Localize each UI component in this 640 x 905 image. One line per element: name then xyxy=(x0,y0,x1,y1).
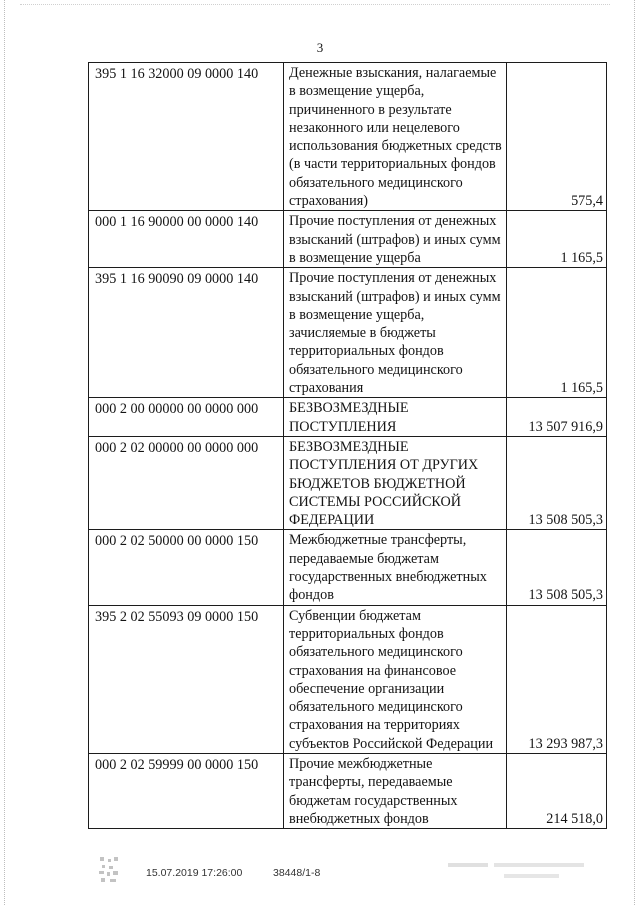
table-body xyxy=(89,63,607,829)
code-cell: 000 2 02 50000 00 0000 150 xyxy=(89,530,284,605)
code-cell: 395 1 16 32000 09 0000 140 xyxy=(89,63,284,211)
code-cell: 000 2 00 00000 00 0000 000 xyxy=(89,398,284,437)
amount-cell: 13 293 987,3 xyxy=(507,605,607,753)
name-cell: БЕЗВОЗМЕЗДНЫЕ ПОСТУПЛЕНИЯ xyxy=(284,398,507,437)
code-cell: 000 2 02 00000 00 0000 000 xyxy=(89,436,284,529)
amount-cell: 575,4 xyxy=(507,63,607,211)
amount-cell: 13 507 916,9 xyxy=(507,398,607,437)
table-row xyxy=(89,436,607,529)
name-cell: БЕЗВОЗМЕЗДНЫЕ ПОСТУПЛЕНИЯ ОТ ДРУГИХ БЮДЖЕТОВ БЮДЖЕТНОЙ СИСТЕМЫ РОССИЙСКОЙ ФЕДЕРАЦИИ xyxy=(284,436,507,529)
name-cell: Межбюджетные трансферты, передаваемые бюджетам государственных внебюджетных фондов xyxy=(284,530,507,605)
faded-stamp-mark xyxy=(444,860,594,884)
name-cell: Прочие поступления от денежных взысканий (штрафов) и иных сумм в возмещение ущерба, зачисляемые в бюджеты территориальных фондов обязательного медицинского страхования xyxy=(284,268,507,398)
table-row xyxy=(89,753,607,828)
scan-left-edge xyxy=(4,0,6,905)
name-cell: Денежные взыскания, налагаемые в возмещение ущерба, причиненного в результате незаконного или нецелевого использования бюджетных средств (в части территориальных фондов обязательного медицинского страхования) xyxy=(284,63,507,211)
scan-top-edge xyxy=(20,4,610,6)
table-row xyxy=(89,398,607,437)
qr-code-icon xyxy=(98,856,120,884)
amount-cell: 1 165,5 xyxy=(507,211,607,268)
name-cell: Прочие межбюджетные трансферты, передаваемые бюджетам государственных внебюджетных фондов xyxy=(284,753,507,828)
code-cell: 395 2 02 55093 09 0000 150 xyxy=(89,605,284,753)
table-row xyxy=(89,268,607,398)
code-cell: 000 2 02 59999 00 0000 150 xyxy=(89,753,284,828)
footer-document-number: 38448/1-8 xyxy=(273,867,321,879)
scan-right-edge xyxy=(634,0,636,905)
amount-cell: 13 508 505,3 xyxy=(507,530,607,605)
footer-timestamp: 15.07.2019 17:26:00 xyxy=(146,867,243,879)
budget-revenue-table xyxy=(88,62,607,829)
amount-cell: 13 508 505,3 xyxy=(507,436,607,529)
table-row xyxy=(89,605,607,753)
amount-cell: 1 165,5 xyxy=(507,268,607,398)
amount-cell: 214 518,0 xyxy=(507,753,607,828)
table-row xyxy=(89,63,607,211)
table-row xyxy=(89,530,607,605)
code-cell: 395 1 16 90090 09 0000 140 xyxy=(89,268,284,398)
table-row xyxy=(89,211,607,268)
name-cell: Прочие поступления от денежных взысканий (штрафов) и иных сумм в возмещение ущерба xyxy=(284,211,507,268)
name-cell: Субвенции бюджетам территориальных фондов обязательного медицинского страхования на финансовое обеспечение организации обязательного медицинского страхования на территориях субъектов Российской Федерации xyxy=(284,605,507,753)
code-cell: 000 1 16 90000 00 0000 140 xyxy=(89,211,284,268)
page-number: 3 xyxy=(316,40,324,55)
